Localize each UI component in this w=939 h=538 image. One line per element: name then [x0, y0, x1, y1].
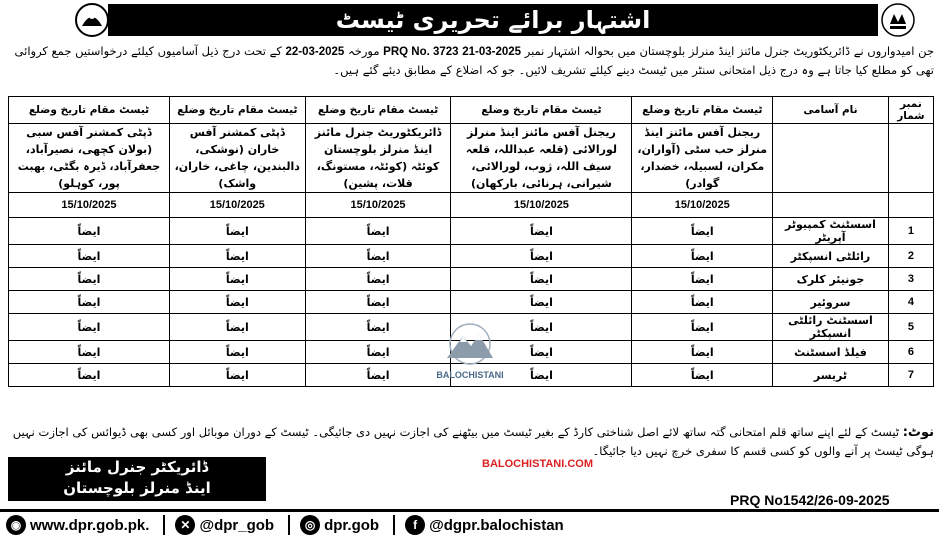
test-date: 15/10/2025 [451, 193, 632, 218]
same-marker: ایضاً [169, 314, 305, 341]
post-name: فیلڈ اسسٹنٹ [773, 341, 889, 364]
same-marker: ایضاً [9, 291, 170, 314]
same-marker: ایضاً [451, 218, 632, 245]
balochistan-seal-icon [880, 2, 916, 38]
table-header-row [9, 97, 934, 124]
empty-cell [888, 193, 933, 218]
table-row [9, 291, 934, 314]
same-marker: ایضاً [305, 268, 451, 291]
serial-no: 4 [888, 291, 933, 314]
header-serial-no: نمبر شمار [888, 97, 933, 124]
same-marker: ایضاً [9, 364, 170, 387]
footer-website-text: www.dpr.gob.pk. [30, 516, 150, 534]
footer-divider [393, 515, 395, 535]
same-marker: ایضاً [169, 245, 305, 268]
same-marker: ایضاً [632, 341, 773, 364]
watermark-url: BALOCHISTANI.COM [482, 458, 594, 470]
same-marker: ایضاً [305, 341, 451, 364]
note-label: نوٹ: [902, 425, 934, 440]
same-marker: ایضاً [169, 218, 305, 245]
header-test-center: ٹیسٹ مقام تاریخ وضلع [632, 97, 773, 124]
same-marker: ایضاً [632, 314, 773, 341]
serial-no: 5 [888, 314, 933, 341]
post-name: جونیئر کلرک [773, 268, 889, 291]
serial-no: 2 [888, 245, 933, 268]
watermark [400, 322, 540, 380]
facebook-icon: f [405, 515, 425, 535]
same-marker: ایضاً [169, 364, 305, 387]
globe-icon: ◉ [6, 515, 26, 535]
same-marker: ایضاً [451, 245, 632, 268]
intro-date-2: 22-03-2025 [285, 46, 345, 58]
table-row [9, 268, 934, 291]
footer-twitter[interactable] [175, 515, 274, 535]
same-marker: ایضاً [305, 314, 451, 341]
header-post-name: نام آسامی [773, 97, 889, 124]
header-test-center: ٹیسٹ مقام تاریخ وضلع [451, 97, 632, 124]
prq-number: PRQ No1542/26-09-2025 [730, 492, 890, 508]
intro-text-1: جن امیدواروں نے ڈائریکٹوریٹ جنرل مائنز اینڈ منرلز بلوچستان میں بحوالہ اشتہار نمبر [524, 44, 934, 58]
signature-line-2: اینڈ منرلز بلوچستان [63, 479, 211, 497]
same-marker: ایضاً [169, 341, 305, 364]
post-name: رائلٹی انسپکٹر [773, 245, 889, 268]
post-name: سروئیر [773, 291, 889, 314]
footer-facebook-text: @dgpr.balochistan [429, 516, 564, 534]
footer-divider [163, 515, 165, 535]
serial-no: 3 [888, 268, 933, 291]
post-name: اسسٹنٹ کمپیوٹر آپریٹر [773, 218, 889, 245]
serial-no: 7 [888, 364, 933, 387]
same-marker: ایضاً [632, 291, 773, 314]
post-name: ٹریسر [773, 364, 889, 387]
instagram-icon: ◎ [300, 515, 320, 535]
table-row [9, 218, 934, 245]
header-test-center: ٹیسٹ مقام تاریخ وضلع [9, 97, 170, 124]
footer-instagram-text: dpr.gob [324, 516, 380, 534]
same-marker: ایضاً [9, 218, 170, 245]
signature-block [8, 457, 266, 501]
government-emblem-icon [74, 2, 110, 38]
same-marker: ایضاً [305, 291, 451, 314]
test-center-quetta: ڈائریکٹوریٹ جنرل مائنز اینڈ منرلز بلوچستان کوئٹہ (کوئٹہ، مستونگ، قلات، پشین) [305, 124, 451, 193]
intro-date-1: 21-03-2025 [462, 46, 522, 58]
intro-text-2: مورخہ [347, 44, 380, 58]
test-center-sibi: ڈپٹی کمشنر آفس سبی (بولان کچھی، نصیرآباد، جعفرآباد، ڈیرہ بگٹی، بھبت پور، کوہلو) [9, 124, 170, 193]
same-marker: ایضاً [632, 245, 773, 268]
same-marker: ایضاً [305, 245, 451, 268]
same-marker: ایضاً [169, 268, 305, 291]
same-marker: ایضاً [451, 314, 632, 341]
footer-twitter-text: @dpr_gob [199, 516, 275, 534]
same-marker: ایضاً [451, 364, 632, 387]
intro-text-3: کے تحت درج ذیل آسامیوں کیلئے درخواستیں جمع کروائی تھی کو مطلع کیا جاتا ہے وہ درج ذیل امتحانی سنٹر میں ٹیسٹ دینے کیلئے تشریف لائیں۔ جو کہ اضلاع کے مطابق دیئے گئے ہیں۔ [14, 44, 934, 77]
serial-no: 1 [888, 218, 933, 245]
test-date: 15/10/2025 [169, 193, 305, 218]
same-marker: ایضاً [451, 291, 632, 314]
twitter-icon: ✕ [175, 515, 195, 535]
test-date: 15/10/2025 [632, 193, 773, 218]
same-marker: ایضاً [451, 341, 632, 364]
same-marker: ایضاً [169, 291, 305, 314]
serial-no: 6 [888, 341, 933, 364]
dates-row [9, 193, 934, 218]
footer-divider [288, 515, 290, 535]
empty-cell [773, 124, 889, 193]
signature-line-1: ڈائریکٹر جنرل مائنز [65, 458, 209, 476]
test-center-kharan: ڈپٹی کمشنر آفس خاران (نوشکی، دالبندین، چاغی، خاران، واشک) [169, 124, 305, 193]
test-date: 15/10/2025 [305, 193, 451, 218]
note-text: ٹیسٹ کے لئے اپنے ساتھ قلم امتحانی گتہ ساتھ لائے اصل شناختی کارڈ کے بغیر ٹیسٹ میں بیٹھنے کی اجازت نہیں دی جائیگی۔ ٹیسٹ کے دوران موبائل اور کسی بھی ڈیوائس کی اجازت نہیں ہوگی ٹیسٹ پر آنے والوں کو کسی قسم کا سفری خرچ نہیں دیا جائیگا۔ [12, 425, 934, 458]
same-marker: ایضاً [451, 268, 632, 291]
mountain-logo-icon [435, 322, 505, 366]
footer-instagram[interactable] [300, 515, 379, 535]
same-marker: ایضاً [632, 218, 773, 245]
intro-prq: PRQ No. 3723 [383, 46, 459, 58]
same-marker: ایضاً [9, 314, 170, 341]
page-title: اشتہار برائے تحریری ٹیسٹ [108, 4, 878, 36]
test-date: 15/10/2025 [9, 193, 170, 218]
watermark-text: BALOCHISTANI [436, 370, 504, 380]
footer-website[interactable] [6, 515, 149, 535]
centers-row [9, 124, 934, 193]
same-marker: ایضاً [632, 268, 773, 291]
empty-cell [888, 124, 933, 193]
same-marker: ایضاً [305, 364, 451, 387]
post-name: اسسٹنٹ رائلٹی انسپکٹر [773, 314, 889, 341]
note [8, 423, 934, 460]
same-marker: ایضاً [9, 341, 170, 364]
footer-facebook[interactable] [405, 515, 564, 535]
same-marker: ایضاً [9, 268, 170, 291]
same-marker: ایضاً [632, 364, 773, 387]
empty-cell [773, 193, 889, 218]
header-test-center: ٹیسٹ مقام تاریخ وضلع [169, 97, 305, 124]
header [0, 0, 939, 40]
test-center-hub: ریجنل آفس مائنز اینڈ منرلز حب سٹی (آواران، مکران، لسبیلہ، خضدار، گوادر) [632, 124, 773, 193]
footer-bar [0, 509, 939, 538]
test-center-loralai: ریجنل آفس مائنز اینڈ منرلز لورالائی (قلعہ عبداللہ، قلعہ سیف اللہ، ژوب، لورالائی، شیرانی، ہرنائی، بارکھان) [451, 124, 632, 193]
same-marker: ایضاً [305, 218, 451, 245]
table-row [9, 245, 934, 268]
intro-paragraph [8, 42, 934, 79]
same-marker: ایضاً [9, 245, 170, 268]
header-test-center: ٹیسٹ مقام تاریخ وضلع [305, 97, 451, 124]
